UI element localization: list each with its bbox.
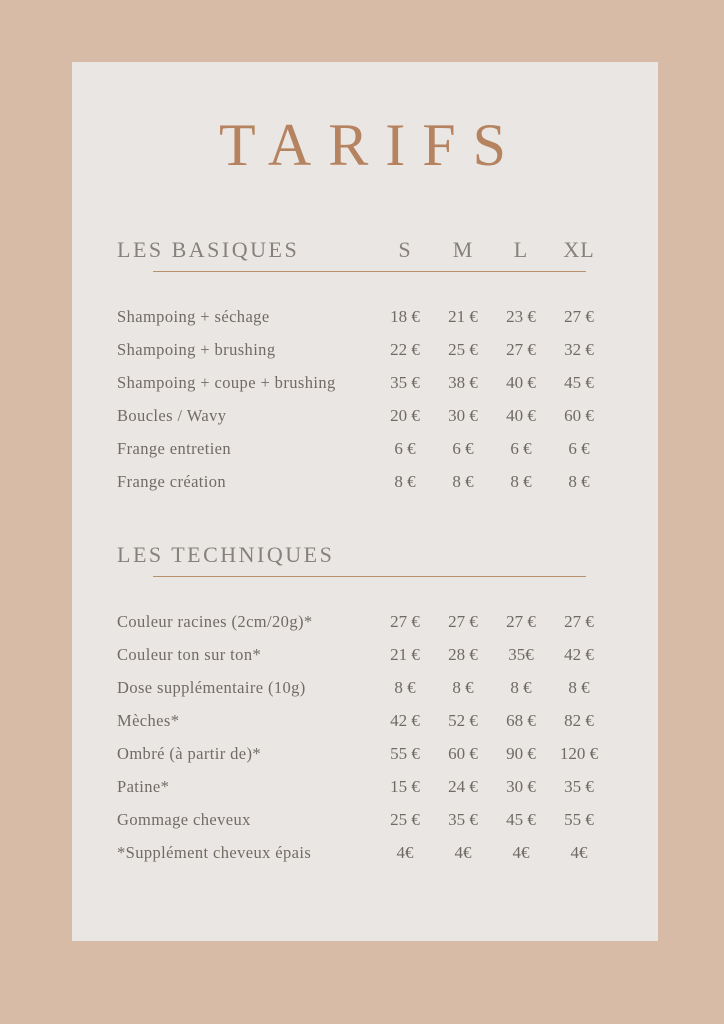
- section-title: LES BASIQUES: [117, 237, 300, 262]
- price-xl: 27 €: [564, 306, 594, 326]
- price-row: [117, 432, 608, 465]
- price-row: [117, 704, 608, 737]
- price-xl: 8 €: [568, 471, 590, 491]
- price-row: [117, 638, 608, 671]
- price-s: 21 €: [390, 644, 420, 664]
- price-row: [117, 366, 608, 399]
- price-s: 8 €: [394, 677, 416, 697]
- price-xl: 42 €: [564, 644, 594, 664]
- section-les-basiques: [117, 239, 608, 498]
- service-label: Couleur racines (2cm/20g)*: [117, 611, 313, 631]
- price-m: 38 €: [448, 372, 478, 392]
- section-les-techniques: [117, 544, 608, 869]
- service-label: Shampoing + brushing: [117, 339, 276, 359]
- price-m: 27 €: [448, 611, 478, 631]
- service-label: Gommage cheveux: [117, 809, 251, 829]
- price-s: 27 €: [390, 611, 420, 631]
- price-l: 4€: [512, 842, 530, 862]
- price-m: 35 €: [448, 809, 478, 829]
- price-m: 24 €: [448, 776, 478, 796]
- price-xl: 35 €: [564, 776, 594, 796]
- price-m: 6 €: [452, 438, 474, 458]
- price-row: [117, 803, 608, 836]
- price-l: 40 €: [506, 405, 536, 425]
- price-s: 6 €: [394, 438, 416, 458]
- price-l: 30 €: [506, 776, 536, 796]
- price-xl: 27 €: [564, 611, 594, 631]
- service-label: Shampoing + coupe + brushing: [117, 372, 336, 392]
- price-m: 30 €: [448, 405, 478, 425]
- service-label: Shampoing + séchage: [117, 306, 270, 326]
- price-row: [117, 333, 608, 366]
- price-xl: 82 €: [564, 710, 594, 730]
- price-s: 18 €: [390, 306, 420, 326]
- price-l: 40 €: [506, 372, 536, 392]
- price-xl: 60 €: [564, 405, 594, 425]
- price-s: 8 €: [394, 471, 416, 491]
- price-s: 55 €: [390, 743, 420, 763]
- price-m: 52 €: [448, 710, 478, 730]
- price-l: 23 €: [506, 306, 536, 326]
- price-s: 4€: [396, 842, 414, 862]
- section-divider: [153, 576, 586, 577]
- section-title: LES TECHNIQUES: [117, 542, 335, 567]
- price-row: [117, 300, 608, 333]
- service-label: Couleur ton sur ton*: [117, 644, 262, 664]
- price-xl: 32 €: [564, 339, 594, 359]
- price-l: 27 €: [506, 611, 536, 631]
- price-xl: 4€: [570, 842, 588, 862]
- page-title: TARIFS: [219, 112, 523, 178]
- section-divider: [153, 271, 586, 272]
- price-xl: 120 €: [559, 743, 599, 763]
- service-label: Mèches*: [117, 710, 180, 730]
- price-row: [117, 770, 608, 803]
- price-card: [72, 62, 658, 941]
- service-label: Ombré (à partir de)*: [117, 743, 262, 763]
- price-rows: [117, 300, 608, 498]
- price-s: 15 €: [390, 776, 420, 796]
- price-m: 4€: [454, 842, 472, 862]
- price-xl: 55 €: [564, 809, 594, 829]
- price-m: 8 €: [452, 471, 474, 491]
- price-s: 42 €: [390, 710, 420, 730]
- price-row: [117, 605, 608, 638]
- price-l: 35€: [508, 644, 534, 664]
- column-header-s: S: [398, 237, 412, 262]
- price-l: 68 €: [506, 710, 536, 730]
- price-row: [117, 836, 608, 869]
- price-l: 8 €: [510, 471, 532, 491]
- column-header-l: L: [513, 237, 529, 262]
- price-row: [117, 465, 608, 498]
- section-header: [117, 239, 608, 261]
- service-label: Dose supplémentaire (10g): [117, 677, 306, 697]
- price-l: 45 €: [506, 809, 536, 829]
- price-row: [117, 399, 608, 432]
- service-label: Boucles / Wavy: [117, 405, 227, 425]
- price-row: [117, 737, 608, 770]
- price-xl: 6 €: [568, 438, 590, 458]
- price-m: 21 €: [448, 306, 478, 326]
- price-xl: 45 €: [564, 372, 594, 392]
- price-m: 60 €: [448, 743, 478, 763]
- price-m: 28 €: [448, 644, 478, 664]
- price-l: 90 €: [506, 743, 536, 763]
- price-m: 8 €: [452, 677, 474, 697]
- service-label: *Supplément cheveux épais: [117, 842, 312, 862]
- price-l: 8 €: [510, 677, 532, 697]
- price-row: [117, 671, 608, 704]
- price-s: 20 €: [390, 405, 420, 425]
- price-s: 25 €: [390, 809, 420, 829]
- section-header: [117, 544, 608, 566]
- price-l: 27 €: [506, 339, 536, 359]
- service-label: Frange entretien: [117, 438, 232, 458]
- service-label: Patine*: [117, 776, 170, 796]
- price-m: 25 €: [448, 339, 478, 359]
- price-l: 6 €: [510, 438, 532, 458]
- column-header-xl: XL: [563, 237, 595, 262]
- price-rows: [117, 605, 608, 869]
- service-label: Frange création: [117, 471, 227, 491]
- price-s: 35 €: [390, 372, 420, 392]
- column-header-m: M: [452, 237, 474, 262]
- price-s: 22 €: [390, 339, 420, 359]
- price-xl: 8 €: [568, 677, 590, 697]
